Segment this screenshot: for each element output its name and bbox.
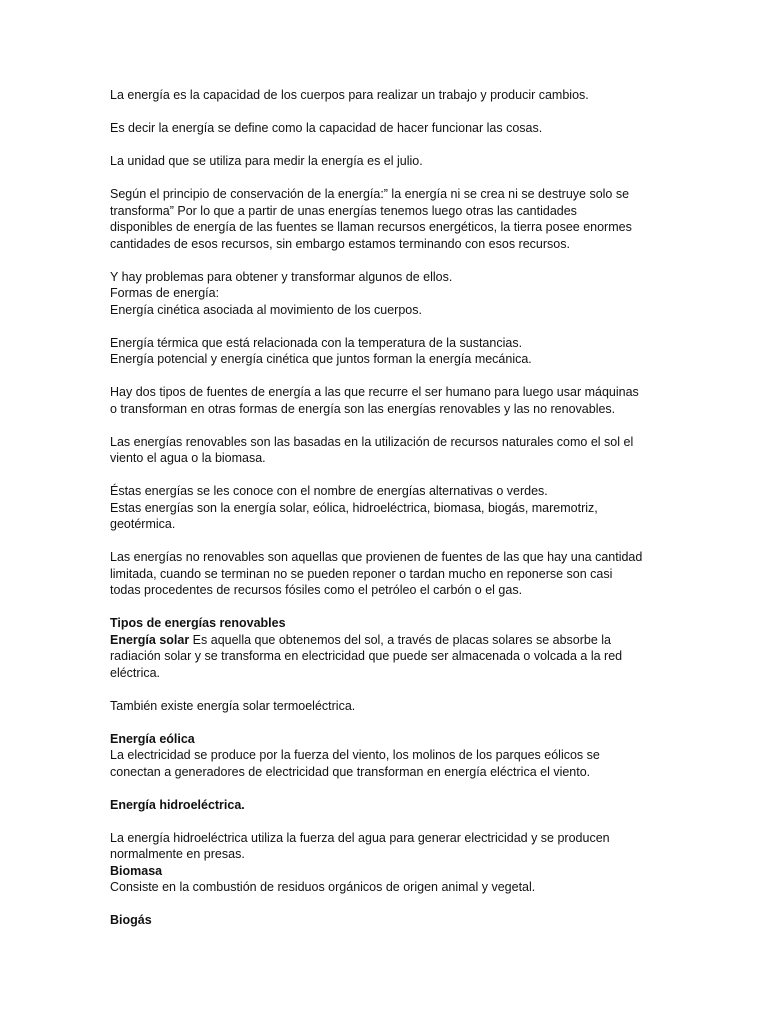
line-text: Éstas energías se les conoce con el nombre de energías alternativas o verdes.: [110, 484, 548, 498]
text-line: [110, 747, 650, 764]
text-line: [110, 483, 650, 500]
line-text: Es aquella que obtenemos del sol, a través de placas solares se absorbe la: [189, 632, 611, 647]
paragraph-gap: [110, 599, 650, 616]
section-heading: [110, 912, 650, 929]
line-text: Y hay problemas para obtener y transformar algunos de ellos.: [110, 269, 453, 284]
text-line: [110, 384, 650, 401]
line-text: Las energías renovables son las basadas en la utilización de recursos naturales como el sol el: [110, 434, 634, 449]
paragraph-gap: [110, 252, 650, 269]
bold-text: Energía eólica: [110, 731, 195, 746]
text-line: [110, 582, 650, 599]
text-line: [110, 764, 650, 781]
paragraph-gap: [110, 681, 650, 698]
text-line: [110, 335, 650, 352]
line-text: geotérmica.: [110, 517, 176, 531]
line-text: transforma” Por lo que a partir de unas energías tenemos luego otras las cantidades: [110, 203, 577, 218]
text-line: [110, 450, 650, 467]
paragraph-gap: [110, 467, 650, 484]
paragraph-gap: [110, 714, 650, 731]
bold-text: Tipos de energías renovables: [110, 616, 286, 630]
line-text: Es decir la energía se define como la capacidad de hacer funcionar las cosas.: [110, 121, 543, 135]
text-line: [110, 269, 650, 286]
text-line: [110, 516, 650, 533]
text-line: [110, 632, 650, 649]
paragraph-gap: [110, 417, 650, 434]
text-line: [110, 153, 650, 170]
paragraph-gap: [110, 170, 650, 187]
line-text: todas procedentes de recursos fósiles como el petróleo el carbón o el gas.: [110, 583, 523, 597]
text-line: [110, 236, 650, 253]
text-line: [110, 434, 650, 451]
line-text: eléctrica.: [110, 665, 161, 680]
line-text: Estas energías son la energía solar, eólica, hidroeléctrica, biomasa, biogás, maremotriz,: [110, 500, 598, 515]
line-text: Hay dos tipos de fuentes de energía a las que recurre el ser humano para luego usar máquinas: [110, 385, 639, 399]
text-line: [110, 549, 650, 566]
text-line: [110, 698, 650, 715]
line-text: También existe energía solar termoeléctrica.: [110, 698, 356, 713]
bold-text: Energía solar: [110, 632, 190, 647]
text-line: [110, 401, 650, 418]
line-text: cantidades de esos recursos, sin embargo estamos terminando con esos recursos.: [110, 236, 570, 251]
line-text: La electricidad se produce por la fuerza del viento, los molinos de los parques eólicos se: [110, 748, 600, 762]
paragraph-gap: [110, 813, 650, 830]
line-text: Consiste en la combustión de residuos orgánicos de origen animal y vegetal.: [110, 880, 536, 894]
line-text: conectan a generadores de electricidad que transforman en energía eléctrica el viento.: [110, 764, 591, 779]
text-line: [110, 285, 650, 302]
paragraph-gap: [110, 780, 650, 797]
text-line: [110, 846, 650, 863]
section-heading: [110, 731, 650, 748]
section-heading: [110, 615, 650, 632]
text-line: [110, 566, 650, 583]
line-text: Energía cinética asociada al movimiento de los cuerpos.: [110, 302, 422, 317]
text-line: [110, 500, 650, 517]
line-text: viento el agua o la biomasa.: [110, 451, 266, 465]
line-text: Formas de energía:: [110, 286, 220, 300]
document-body: [110, 87, 650, 929]
section-heading: [110, 863, 650, 880]
bold-text: Biomasa: [110, 863, 163, 878]
text-line: [110, 351, 650, 368]
text-line: [110, 219, 650, 236]
paragraph-gap: [110, 533, 650, 550]
bold-text: Energía hidroeléctrica.: [110, 797, 245, 812]
line-text: Las energías no renovables son aquellas que provienen de fuentes de las que hay una cantidad: [110, 550, 643, 564]
line-text: limitada, cuando se terminan no se pueden reponer o tardan mucho en reponerse son casi: [110, 566, 613, 581]
line-text: Energía potencial y energía cinética que juntos forman la energía mecánica.: [110, 352, 532, 366]
line-text: radiación solar y se transforma en electricidad que puede ser almacenada o volcada a la red: [110, 649, 623, 663]
text-line: [110, 830, 650, 847]
text-line: [110, 665, 650, 682]
paragraph-gap: [110, 104, 650, 121]
text-line: [110, 879, 650, 896]
text-line: [110, 186, 650, 203]
line-text: Energía térmica que está relacionada con la temperatura de la sustancias.: [110, 335, 523, 350]
line-text: disponibles de energía de las fuentes se llaman recursos energéticos, la tierra posee enormes: [110, 220, 632, 234]
line-text: La unidad que se utiliza para medir la energía es el julio.: [110, 154, 423, 168]
paragraph-gap: [110, 896, 650, 913]
line-text: o transforman en otras formas de energía son las energías renovables y las no renovables.: [110, 401, 616, 416]
paragraph-gap: [110, 137, 650, 154]
section-heading: [110, 797, 650, 814]
bold-text: Biogás: [110, 913, 152, 927]
line-text: Según el principio de conservación de la energía:” la energía ni se crea ni se destruye solo se: [110, 187, 630, 201]
paragraph-gap: [110, 368, 650, 385]
paragraph-gap: [110, 318, 650, 335]
text-line: [110, 120, 650, 137]
text-line: [110, 648, 650, 665]
line-text: La energía es la capacidad de los cuerpos para realizar un trabajo y producir cambios.: [110, 88, 589, 102]
text-line: [110, 203, 650, 220]
line-text: normalmente en presas.: [110, 847, 245, 861]
line-text: La energía hidroeléctrica utiliza la fuerza del agua para generar electricidad y se producen: [110, 830, 610, 845]
text-line: [110, 302, 650, 319]
text-line: [110, 87, 650, 104]
